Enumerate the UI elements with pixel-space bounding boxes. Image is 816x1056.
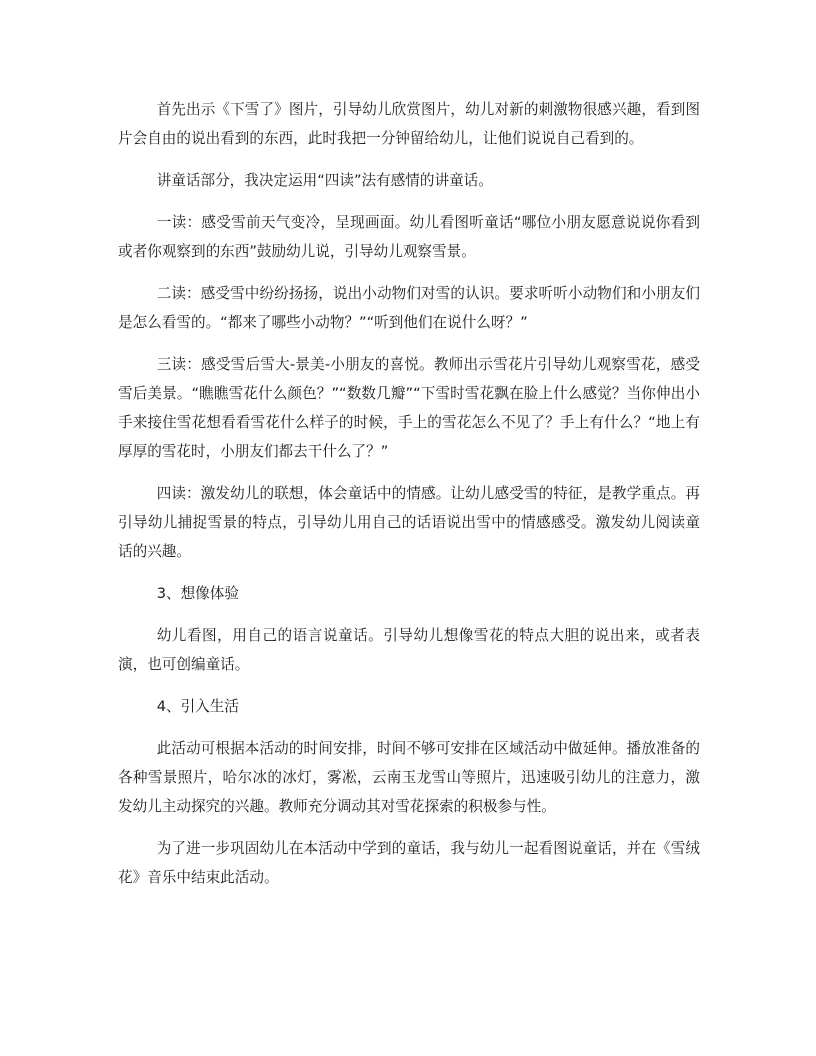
- paragraph-fourth-reading: 四读：激发幼儿的联想，体会童话中的情感。让幼儿感受雪的特征，是教学重点。再引导幼儿捕捉雪景的特点，引导幼儿用自己的话语说出雪中的情感感受。激发幼儿阅读童话的兴趣。: [118, 485, 700, 560]
- paragraph-life: 此活动可根据本活动的时间安排，时间不够可安排在区域活动中做延伸。播放准备的各种雪景照片，哈尔冰的冰灯，雾凇，云南玉龙雪山等照片，迅速吸引幼儿的注意力，激发幼儿主动探究的兴趣。教师充分调动其对雪花探索的积极参与性。: [118, 740, 700, 815]
- paragraph-second-reading: 二读：感受雪中纷纷扬扬，说出小动物们对雪的认识。要求听听小动物们和小朋友们是怎么看雪的。“都来了哪些小动物？”“听到他们在说什么呀？”: [118, 285, 700, 331]
- section-heading-imagination: 3、想像体验: [156, 585, 239, 602]
- document-body: [118, 95, 700, 892]
- paragraph-intro: 首先出示《下雪了》图片，引导幼儿欣赏图片，幼儿对新的刺激物很感兴趣，看到图片会自由的说出看到的东西，此时我把一分钟留给幼儿，让他们说说自己看到的。: [118, 101, 700, 147]
- paragraph-imagination: 幼儿看图，用自己的语言说童话。引导幼儿想像雪花的特点大胆的说出来，或者表演，也可创编童话。: [118, 627, 700, 673]
- paragraph-first-reading: 一读：感受雪前天气变冷，呈现画面。幼儿看图听童话“哪位小朋友愿意说说你看到或者你观察到的东西”鼓励幼儿说，引导幼儿观察雪景。: [118, 214, 700, 260]
- section-heading-life: 4、引入生活: [156, 698, 239, 715]
- paragraph-storytelling: 讲童话部分，我决定运用“四读”法有感情的讲童话。: [156, 172, 493, 189]
- paragraph-third-reading: 三读：感受雪后雪大-景美-小朋友的喜悦。教师出示雪花片引导幼儿观察雪花，感受雪后美景。“瞧瞧雪花什么颜色？”“数数几瓣”“下雪时雪花飘在脸上什么感觉？当你伸出小手来接住雪花想看看雪花什么样子的时候，手上的雪花怎么不见了？手上有什么？“地上有厚厚的雪花时，小朋友们都去干什么了？”: [118, 356, 700, 460]
- paragraph-conclusion: 为了进一步巩固幼儿在本活动中学到的童话，我与幼儿一起看图说童话，并在《雪绒花》音乐中结束此活动。: [118, 840, 700, 886]
